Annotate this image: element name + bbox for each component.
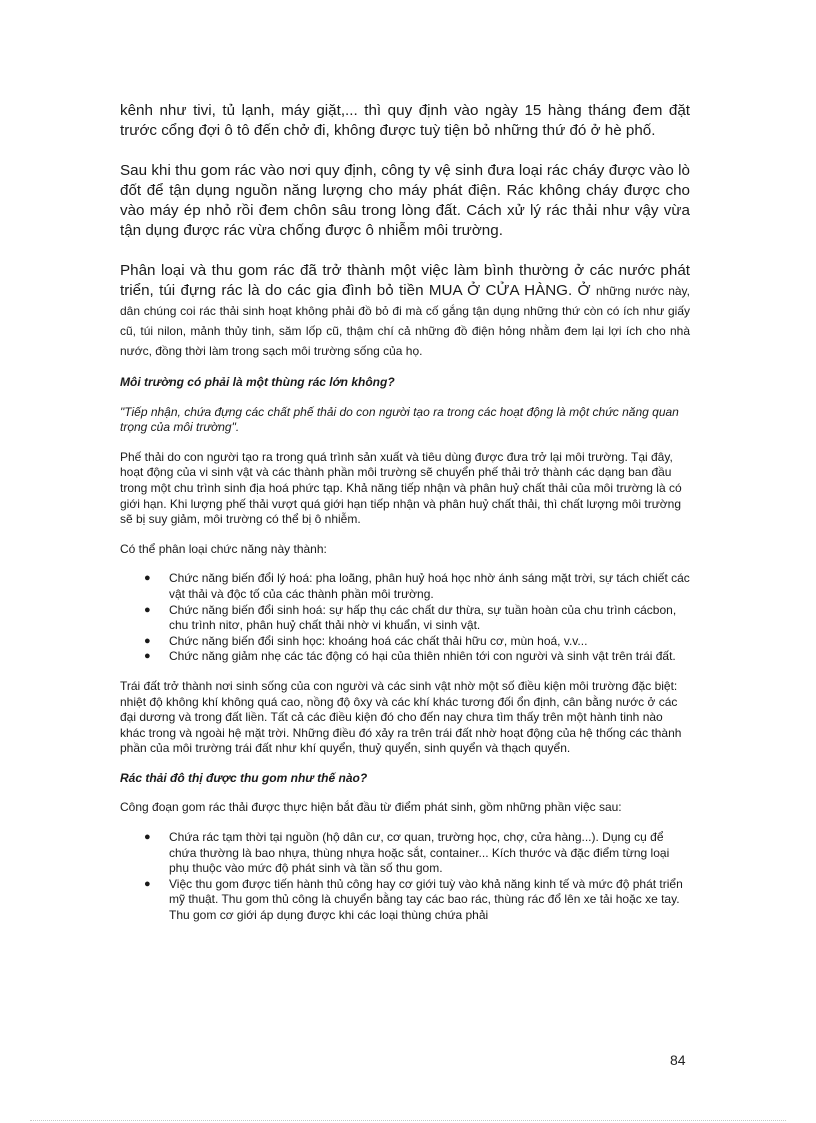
paragraph-2: Sau khi thu gom rác vào nơi quy định, công ty vệ sinh đưa loại rác cháy được vào lò đốt để tận dụng nguồn năng lượng cho máy phát điện. Rác không cháy được cho vào máy ép nhỏ rồi đem chôn sâu trong lòng đất. Cách xử lý rác thải như vậy vừa tận dụng được rác vừa chống được ô nhiễm môi trường. xyxy=(120,162,690,239)
list-item-text: Chức năng giảm nhẹ các tác động có hại của thiên nhiên tới con người và sinh vật trên trái đất. xyxy=(169,649,676,664)
section-1-quote: "Tiếp nhận, chứa đựng các chất phế thải do con người tạo ra trong các hoạt động là một chức năng quan trọng của môi trường". xyxy=(120,404,679,435)
paragraph-1: kênh như tivi, tủ lạnh, máy giặt,... thì quy định vào ngày 15 hàng tháng đem đặt trước cổng đợi ô tô đến chở đi, không được tuỳ tiện bỏ những thứ đó ở hè phố. xyxy=(120,102,690,139)
list-item xyxy=(120,571,690,602)
section-2-bullet-list xyxy=(120,830,690,924)
section-1-bullet-list xyxy=(120,571,690,665)
list-item xyxy=(120,634,690,650)
bullet-icon: ● xyxy=(144,572,151,585)
section-1-paragraph-2: Có thể phân loại chức năng này thành: xyxy=(120,541,327,556)
bullet-icon: ● xyxy=(144,831,151,844)
list-item-text: Chứa rác tạm thời tại nguồn (hộ dân cư, cơ quan, trường học, chợ, cửa hàng...). Dụng cụ để chứa thường là bao nhựa, thùng nhựa hoặc sắt, container... Kích thước và đặc điểm từng loại phụ thuộc vào mức độ phát sinh và tần số thu gom. xyxy=(169,830,670,876)
section-1-paragraph-1: Phế thải do con người tạo ra trong quá trình sản xuất và tiêu dùng được đưa trở lại môi trường. Tại đây, hoạt động của vi sinh vật và các thành phần môi trường sẽ chuyển phế thải trở thành các dạng ban đầu trong một chu trình sinh địa hoá phức tạp. Khả năng tiếp nhận và phân huỷ chất thải của môi trường là có giới hạn. Khi lượng phế thải vượt quá giới hạn tiếp nhận và phân huỷ chất thải, thì chất lượng môi trường sẽ bị suy giảm, môi trường có thể bị ô nhiễm. xyxy=(120,449,682,527)
section-2-paragraph-1: Công đoạn gom rác thải được thực hiện bắt đầu từ điểm phát sinh, gồm những phần việc sau: xyxy=(120,800,622,815)
bullet-icon: ● xyxy=(144,634,151,647)
list-item-text: Chức năng biến đổi sinh hoá: sự hấp thụ các chất dư thừa, sự tuần hoàn của chu trình cácbon, chu trình nitơ, phân huỷ chất thải nhờ vi khuẩn, vi sinh vật. xyxy=(169,602,677,633)
bullet-icon: ● xyxy=(144,877,151,890)
section-2-heading: Rác thải đô thị được thu gom như thế nào? xyxy=(120,770,368,785)
list-item-text: Chức năng biến đổi lý hoá: pha loãng, phân huỷ hoá học nhờ ánh sáng mặt trời, sự tách chiết các vật thải và độc tố của các thành phần môi trường. xyxy=(169,571,690,601)
list-item-text: Việc thu gom được tiến hành thủ công hay cơ giới tuỳ vào khả năng kinh tế và mức độ phát triển mỹ thuật. Thu gom thủ công là chuyển bằng tay các bao rác, thùng rác đổ lên xe tải hoặc xe tay. Thu gom cơ giới áp dụng được khi các loại thùng chứa phải xyxy=(169,876,683,923)
list-item xyxy=(120,830,690,877)
paragraph-3-large-text: Phân loại và thu gom rác đã trở thành một việc làm bình thường ở các nước phát triển, túi đựng rác là do các gia đình bỏ tiền MUA Ở CỬA HÀNG. Ở xyxy=(120,262,690,299)
page-number: 84 xyxy=(670,1052,686,1068)
section-1-heading: Môi trường có phải là một thùng rác lớn không? xyxy=(120,375,395,389)
page-content xyxy=(120,101,690,924)
paragraph-3-small-text: những nước này, dân chúng coi rác thải sinh hoạt không phải đồ bỏ đi mà cố gắng tận dụng những thứ còn có ích như giấy cũ, túi nilon, mảnh thủy tinh, săm lốp cũ, thậm chí cả những đồ điện hỏng nhằm đem lại lợi ích cho nhà nước, đồng thời làm trong sạch môi trường sống của họ. xyxy=(120,284,690,358)
list-item xyxy=(120,603,690,634)
list-item-text: Chức năng biến đổi sinh học: khoáng hoá các chất thải hữu cơ, mùn hoá, v.v... xyxy=(169,633,588,648)
bullet-icon: ● xyxy=(144,603,151,616)
footer-divider xyxy=(30,1120,786,1121)
bullet-icon: ● xyxy=(144,650,151,663)
section-1-paragraph-3: Trái đất trở thành nơi sinh sống của con người và các sinh vật nhờ một số điều kiện môi trường đặc biệt: nhiệt độ không khí không quá cao, nồng độ ôxy và các khí khác tương đối ổn định, cân bằng nước ở các đại dương và trong đất liền. Tất cả các điều kiện đó cho đến nay chưa tìm thấy trên một hành tinh nào khác trong và ngoài hệ mặt trời. Những điều đó xảy ra trên trái đất nhờ hoạt động của hệ thống các thành phần của môi trường trái đất như khí quyển, thuỷ quyển, sinh quyển và thạch quyển. xyxy=(120,678,682,756)
list-item xyxy=(120,877,690,924)
paragraph-3 xyxy=(120,261,690,361)
list-item xyxy=(120,649,690,665)
